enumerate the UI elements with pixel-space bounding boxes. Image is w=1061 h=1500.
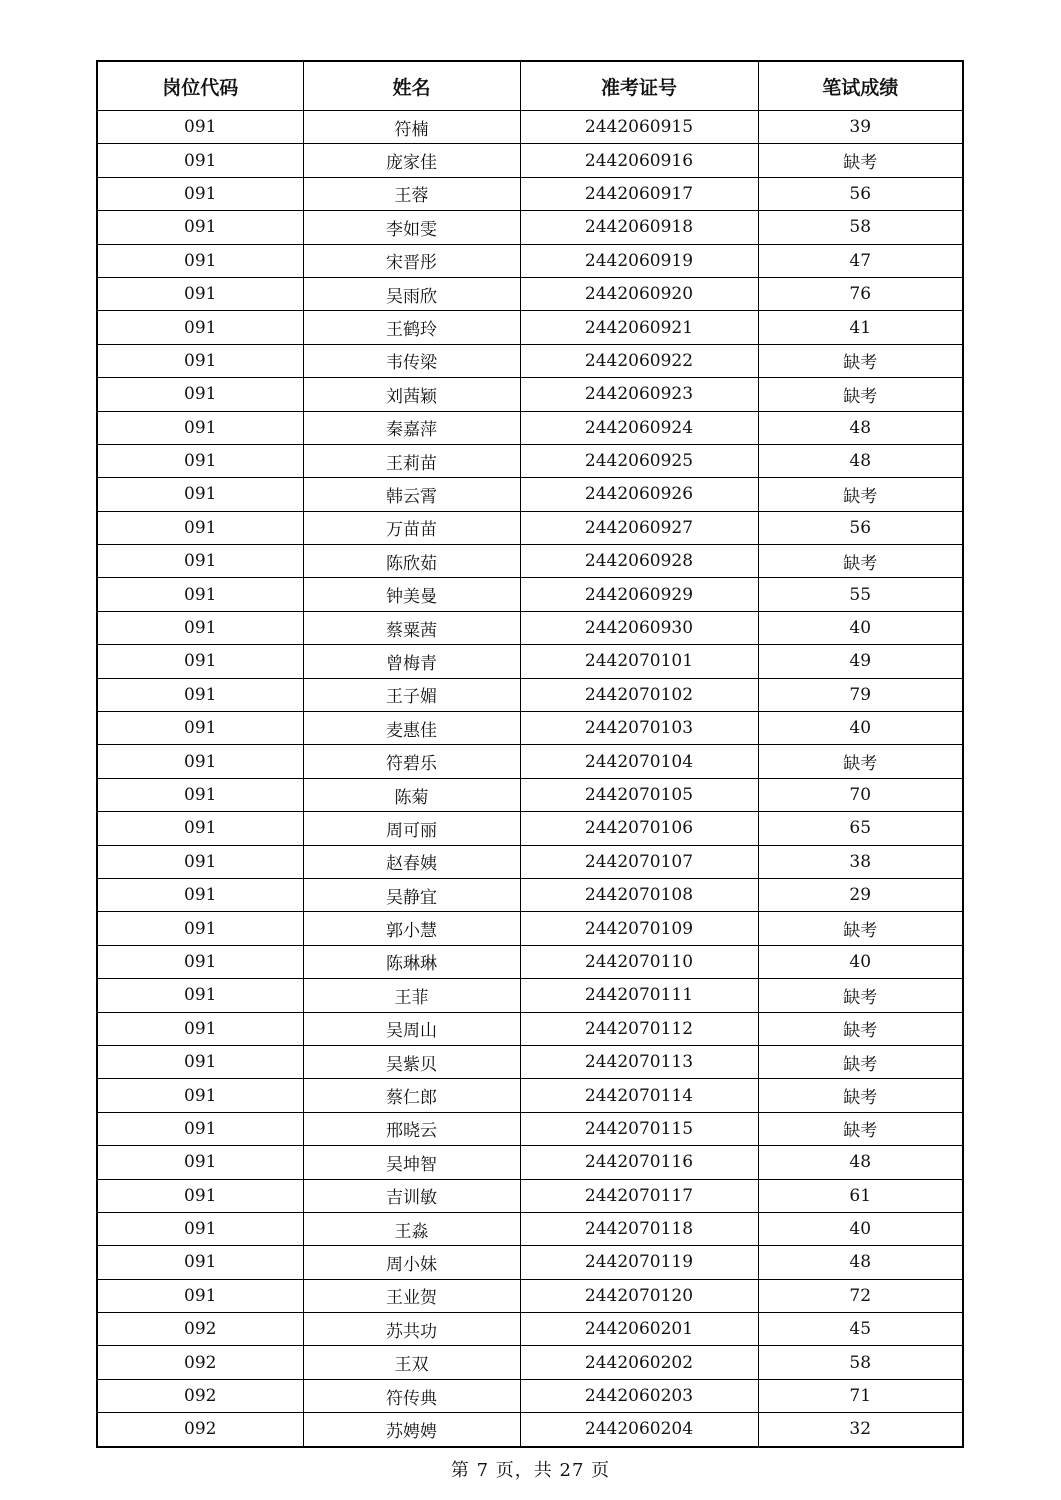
cell-post-code: 092	[97, 1346, 303, 1379]
cell-name: 吴紫贝	[303, 1045, 520, 1078]
cell-post-code: 091	[97, 311, 303, 344]
cell-post-code: 091	[97, 1279, 303, 1312]
cell-written-score: 缺考	[758, 1112, 963, 1145]
table-row	[97, 311, 963, 344]
table-row	[97, 244, 963, 277]
cell-written-score: 40	[758, 712, 963, 745]
table-row	[97, 812, 963, 845]
cell-exam-number: 2442060920	[520, 277, 758, 310]
table-row	[97, 211, 963, 244]
cell-name: 郭小慧	[303, 912, 520, 945]
cell-name: 蔡粟茜	[303, 611, 520, 644]
table-row	[97, 1279, 963, 1312]
cell-post-code: 091	[97, 678, 303, 711]
cell-written-score: 45	[758, 1313, 963, 1346]
cell-name: 王蓉	[303, 177, 520, 210]
header-post-code: 岗位代码	[97, 61, 303, 111]
cell-post-code: 091	[97, 812, 303, 845]
cell-post-code: 091	[97, 878, 303, 911]
table-row	[97, 1179, 963, 1212]
cell-post-code: 091	[97, 1045, 303, 1078]
cell-exam-number: 2442070109	[520, 912, 758, 945]
table-row	[97, 1413, 963, 1447]
cell-written-score: 48	[758, 411, 963, 444]
table-row	[97, 678, 963, 711]
table-row	[97, 912, 963, 945]
table-row	[97, 778, 963, 811]
table-row	[97, 344, 963, 377]
cell-name: 吴坤智	[303, 1146, 520, 1179]
table-row	[97, 1079, 963, 1112]
page-number: 第 7 页，共 27 页	[450, 1460, 611, 1481]
cell-name: 陈菊	[303, 778, 520, 811]
cell-exam-number: 2442070120	[520, 1279, 758, 1312]
cell-exam-number: 2442060916	[520, 144, 758, 177]
cell-written-score: 缺考	[758, 144, 963, 177]
cell-exam-number: 2442070111	[520, 979, 758, 1012]
cell-post-code: 091	[97, 1012, 303, 1045]
cell-exam-number: 2442060918	[520, 211, 758, 244]
cell-name: 万苗苗	[303, 511, 520, 544]
cell-exam-number: 2442060929	[520, 578, 758, 611]
cell-exam-number: 2442070102	[520, 678, 758, 711]
cell-written-score: 缺考	[758, 1079, 963, 1112]
cell-written-score: 缺考	[758, 378, 963, 411]
cell-name: 邢晓云	[303, 1112, 520, 1145]
cell-exam-number: 2442070106	[520, 812, 758, 845]
cell-post-code: 091	[97, 478, 303, 511]
cell-post-code: 091	[97, 945, 303, 978]
cell-name: 吴雨欣	[303, 277, 520, 310]
cell-post-code: 092	[97, 1313, 303, 1346]
cell-name: 麦惠佳	[303, 712, 520, 745]
cell-exam-number: 2442060917	[520, 177, 758, 210]
cell-post-code: 091	[97, 578, 303, 611]
cell-name: 曾梅青	[303, 645, 520, 678]
table-row	[97, 745, 963, 778]
cell-post-code: 091	[97, 344, 303, 377]
cell-written-score: 61	[758, 1179, 963, 1212]
cell-written-score: 29	[758, 878, 963, 911]
cell-exam-number: 2442060930	[520, 611, 758, 644]
table-row	[97, 545, 963, 578]
cell-exam-number: 2442060204	[520, 1413, 758, 1447]
cell-post-code: 092	[97, 1413, 303, 1447]
cell-post-code: 091	[97, 144, 303, 177]
cell-written-score: 48	[758, 1146, 963, 1179]
cell-written-score: 71	[758, 1379, 963, 1412]
cell-written-score: 缺考	[758, 1012, 963, 1045]
cell-exam-number: 2442070107	[520, 845, 758, 878]
cell-exam-number: 2442060201	[520, 1313, 758, 1346]
table-row	[97, 1012, 963, 1045]
header-written-score: 笔试成绩	[758, 61, 963, 111]
table-row	[97, 1045, 963, 1078]
cell-name: 韩云霄	[303, 478, 520, 511]
cell-written-score: 48	[758, 444, 963, 477]
cell-post-code: 091	[97, 778, 303, 811]
cell-exam-number: 2442070113	[520, 1045, 758, 1078]
cell-written-score: 40	[758, 611, 963, 644]
cell-post-code: 091	[97, 1146, 303, 1179]
cell-exam-number: 2442070105	[520, 778, 758, 811]
table-row	[97, 979, 963, 1012]
cell-name: 蔡仁郎	[303, 1079, 520, 1112]
cell-written-score: 70	[758, 778, 963, 811]
table-row	[97, 611, 963, 644]
cell-exam-number: 2442070112	[520, 1012, 758, 1045]
cell-post-code: 091	[97, 444, 303, 477]
cell-post-code: 091	[97, 545, 303, 578]
cell-written-score: 56	[758, 177, 963, 210]
cell-name: 王双	[303, 1346, 520, 1379]
cell-name: 秦嘉萍	[303, 411, 520, 444]
cell-name: 王莉苗	[303, 444, 520, 477]
table-row	[97, 111, 963, 144]
cell-name: 刘茜颖	[303, 378, 520, 411]
cell-name: 王淼	[303, 1212, 520, 1245]
cell-post-code: 091	[97, 845, 303, 878]
table-row	[97, 645, 963, 678]
cell-written-score: 72	[758, 1279, 963, 1312]
cell-name: 韦传梁	[303, 344, 520, 377]
table-body	[97, 111, 963, 1447]
cell-name: 钟美曼	[303, 578, 520, 611]
cell-written-score: 49	[758, 645, 963, 678]
cell-exam-number: 2442070110	[520, 945, 758, 978]
cell-written-score: 58	[758, 211, 963, 244]
cell-written-score: 47	[758, 244, 963, 277]
cell-name: 赵春姨	[303, 845, 520, 878]
cell-name: 李如雯	[303, 211, 520, 244]
cell-name: 符楠	[303, 111, 520, 144]
table-row	[97, 945, 963, 978]
header-name: 姓名	[303, 61, 520, 111]
cell-written-score: 缺考	[758, 344, 963, 377]
cell-exam-number: 2442060915	[520, 111, 758, 144]
cell-name: 王鹤玲	[303, 311, 520, 344]
cell-post-code: 091	[97, 745, 303, 778]
cell-exam-number: 2442060923	[520, 378, 758, 411]
cell-written-score: 41	[758, 311, 963, 344]
cell-exam-number: 2442070114	[520, 1079, 758, 1112]
table-header-row	[97, 61, 963, 111]
table-row	[97, 444, 963, 477]
cell-name: 周小妹	[303, 1246, 520, 1279]
table-row	[97, 1346, 963, 1379]
cell-name: 吉训敏	[303, 1179, 520, 1212]
cell-written-score: 32	[758, 1413, 963, 1447]
cell-written-score: 缺考	[758, 912, 963, 945]
table-row	[97, 1313, 963, 1346]
cell-exam-number: 2442060925	[520, 444, 758, 477]
table-row	[97, 1379, 963, 1412]
cell-written-score: 56	[758, 511, 963, 544]
cell-exam-number: 2442070116	[520, 1146, 758, 1179]
cell-exam-number: 2442070103	[520, 712, 758, 745]
table-row	[97, 1146, 963, 1179]
cell-name: 陈琳琳	[303, 945, 520, 978]
table-row	[97, 478, 963, 511]
table-row	[97, 878, 963, 911]
cell-exam-number: 2442060926	[520, 478, 758, 511]
cell-exam-number: 2442070118	[520, 1212, 758, 1245]
cell-post-code: 091	[97, 277, 303, 310]
cell-written-score: 55	[758, 578, 963, 611]
cell-post-code: 091	[97, 611, 303, 644]
table-row	[97, 511, 963, 544]
table-row	[97, 144, 963, 177]
cell-post-code: 091	[97, 244, 303, 277]
cell-post-code: 091	[97, 111, 303, 144]
cell-written-score: 58	[758, 1346, 963, 1379]
cell-post-code: 091	[97, 979, 303, 1012]
cell-post-code: 091	[97, 511, 303, 544]
cell-written-score: 48	[758, 1246, 963, 1279]
table-row	[97, 712, 963, 745]
cell-post-code: 091	[97, 1112, 303, 1145]
cell-post-code: 091	[97, 1179, 303, 1212]
cell-written-score: 40	[758, 945, 963, 978]
cell-post-code: 091	[97, 912, 303, 945]
cell-exam-number: 2442060928	[520, 545, 758, 578]
cell-name: 陈欣茹	[303, 545, 520, 578]
cell-written-score: 40	[758, 1212, 963, 1245]
cell-exam-number: 2442070101	[520, 645, 758, 678]
header-exam-number: 准考证号	[520, 61, 758, 111]
cell-name: 王菲	[303, 979, 520, 1012]
cell-exam-number: 2442060922	[520, 344, 758, 377]
cell-post-code: 091	[97, 177, 303, 210]
table-row	[97, 1246, 963, 1279]
cell-post-code: 091	[97, 1212, 303, 1245]
table-row	[97, 378, 963, 411]
cell-name: 周可丽	[303, 812, 520, 845]
table-row	[97, 1112, 963, 1145]
cell-name: 庞家佳	[303, 144, 520, 177]
cell-name: 苏共功	[303, 1313, 520, 1346]
cell-name: 符碧乐	[303, 745, 520, 778]
cell-post-code: 091	[97, 411, 303, 444]
cell-name: 宋晋彤	[303, 244, 520, 277]
cell-post-code: 092	[97, 1379, 303, 1412]
cell-written-score: 79	[758, 678, 963, 711]
cell-name: 吴周山	[303, 1012, 520, 1045]
cell-written-score: 缺考	[758, 745, 963, 778]
cell-name: 吴静宜	[303, 878, 520, 911]
cell-exam-number: 2442060202	[520, 1346, 758, 1379]
cell-written-score: 缺考	[758, 545, 963, 578]
table-row	[97, 177, 963, 210]
cell-written-score: 缺考	[758, 979, 963, 1012]
cell-written-score: 缺考	[758, 478, 963, 511]
cell-name: 王子媚	[303, 678, 520, 711]
cell-exam-number: 2442060924	[520, 411, 758, 444]
cell-post-code: 091	[97, 378, 303, 411]
cell-exam-number: 2442070108	[520, 878, 758, 911]
cell-exam-number: 2442060921	[520, 311, 758, 344]
cell-written-score: 76	[758, 277, 963, 310]
cell-exam-number: 2442070115	[520, 1112, 758, 1145]
cell-name: 苏娉娉	[303, 1413, 520, 1447]
cell-exam-number: 2442070119	[520, 1246, 758, 1279]
cell-post-code: 091	[97, 211, 303, 244]
cell-written-score: 65	[758, 812, 963, 845]
table-row	[97, 277, 963, 310]
cell-exam-number: 2442060927	[520, 511, 758, 544]
cell-exam-number: 2442060203	[520, 1379, 758, 1412]
table-row	[97, 411, 963, 444]
cell-name: 符传典	[303, 1379, 520, 1412]
cell-post-code: 091	[97, 645, 303, 678]
table-row	[97, 1212, 963, 1245]
cell-written-score: 38	[758, 845, 963, 878]
cell-exam-number: 2442070117	[520, 1179, 758, 1212]
score-table	[96, 60, 964, 1448]
cell-exam-number: 2442060919	[520, 244, 758, 277]
cell-post-code: 091	[97, 712, 303, 745]
cell-exam-number: 2442070104	[520, 745, 758, 778]
table-row	[97, 845, 963, 878]
cell-post-code: 091	[97, 1079, 303, 1112]
table-row	[97, 578, 963, 611]
cell-written-score: 缺考	[758, 1045, 963, 1078]
cell-written-score: 39	[758, 111, 963, 144]
cell-post-code: 091	[97, 1246, 303, 1279]
cell-name: 王业贺	[303, 1279, 520, 1312]
